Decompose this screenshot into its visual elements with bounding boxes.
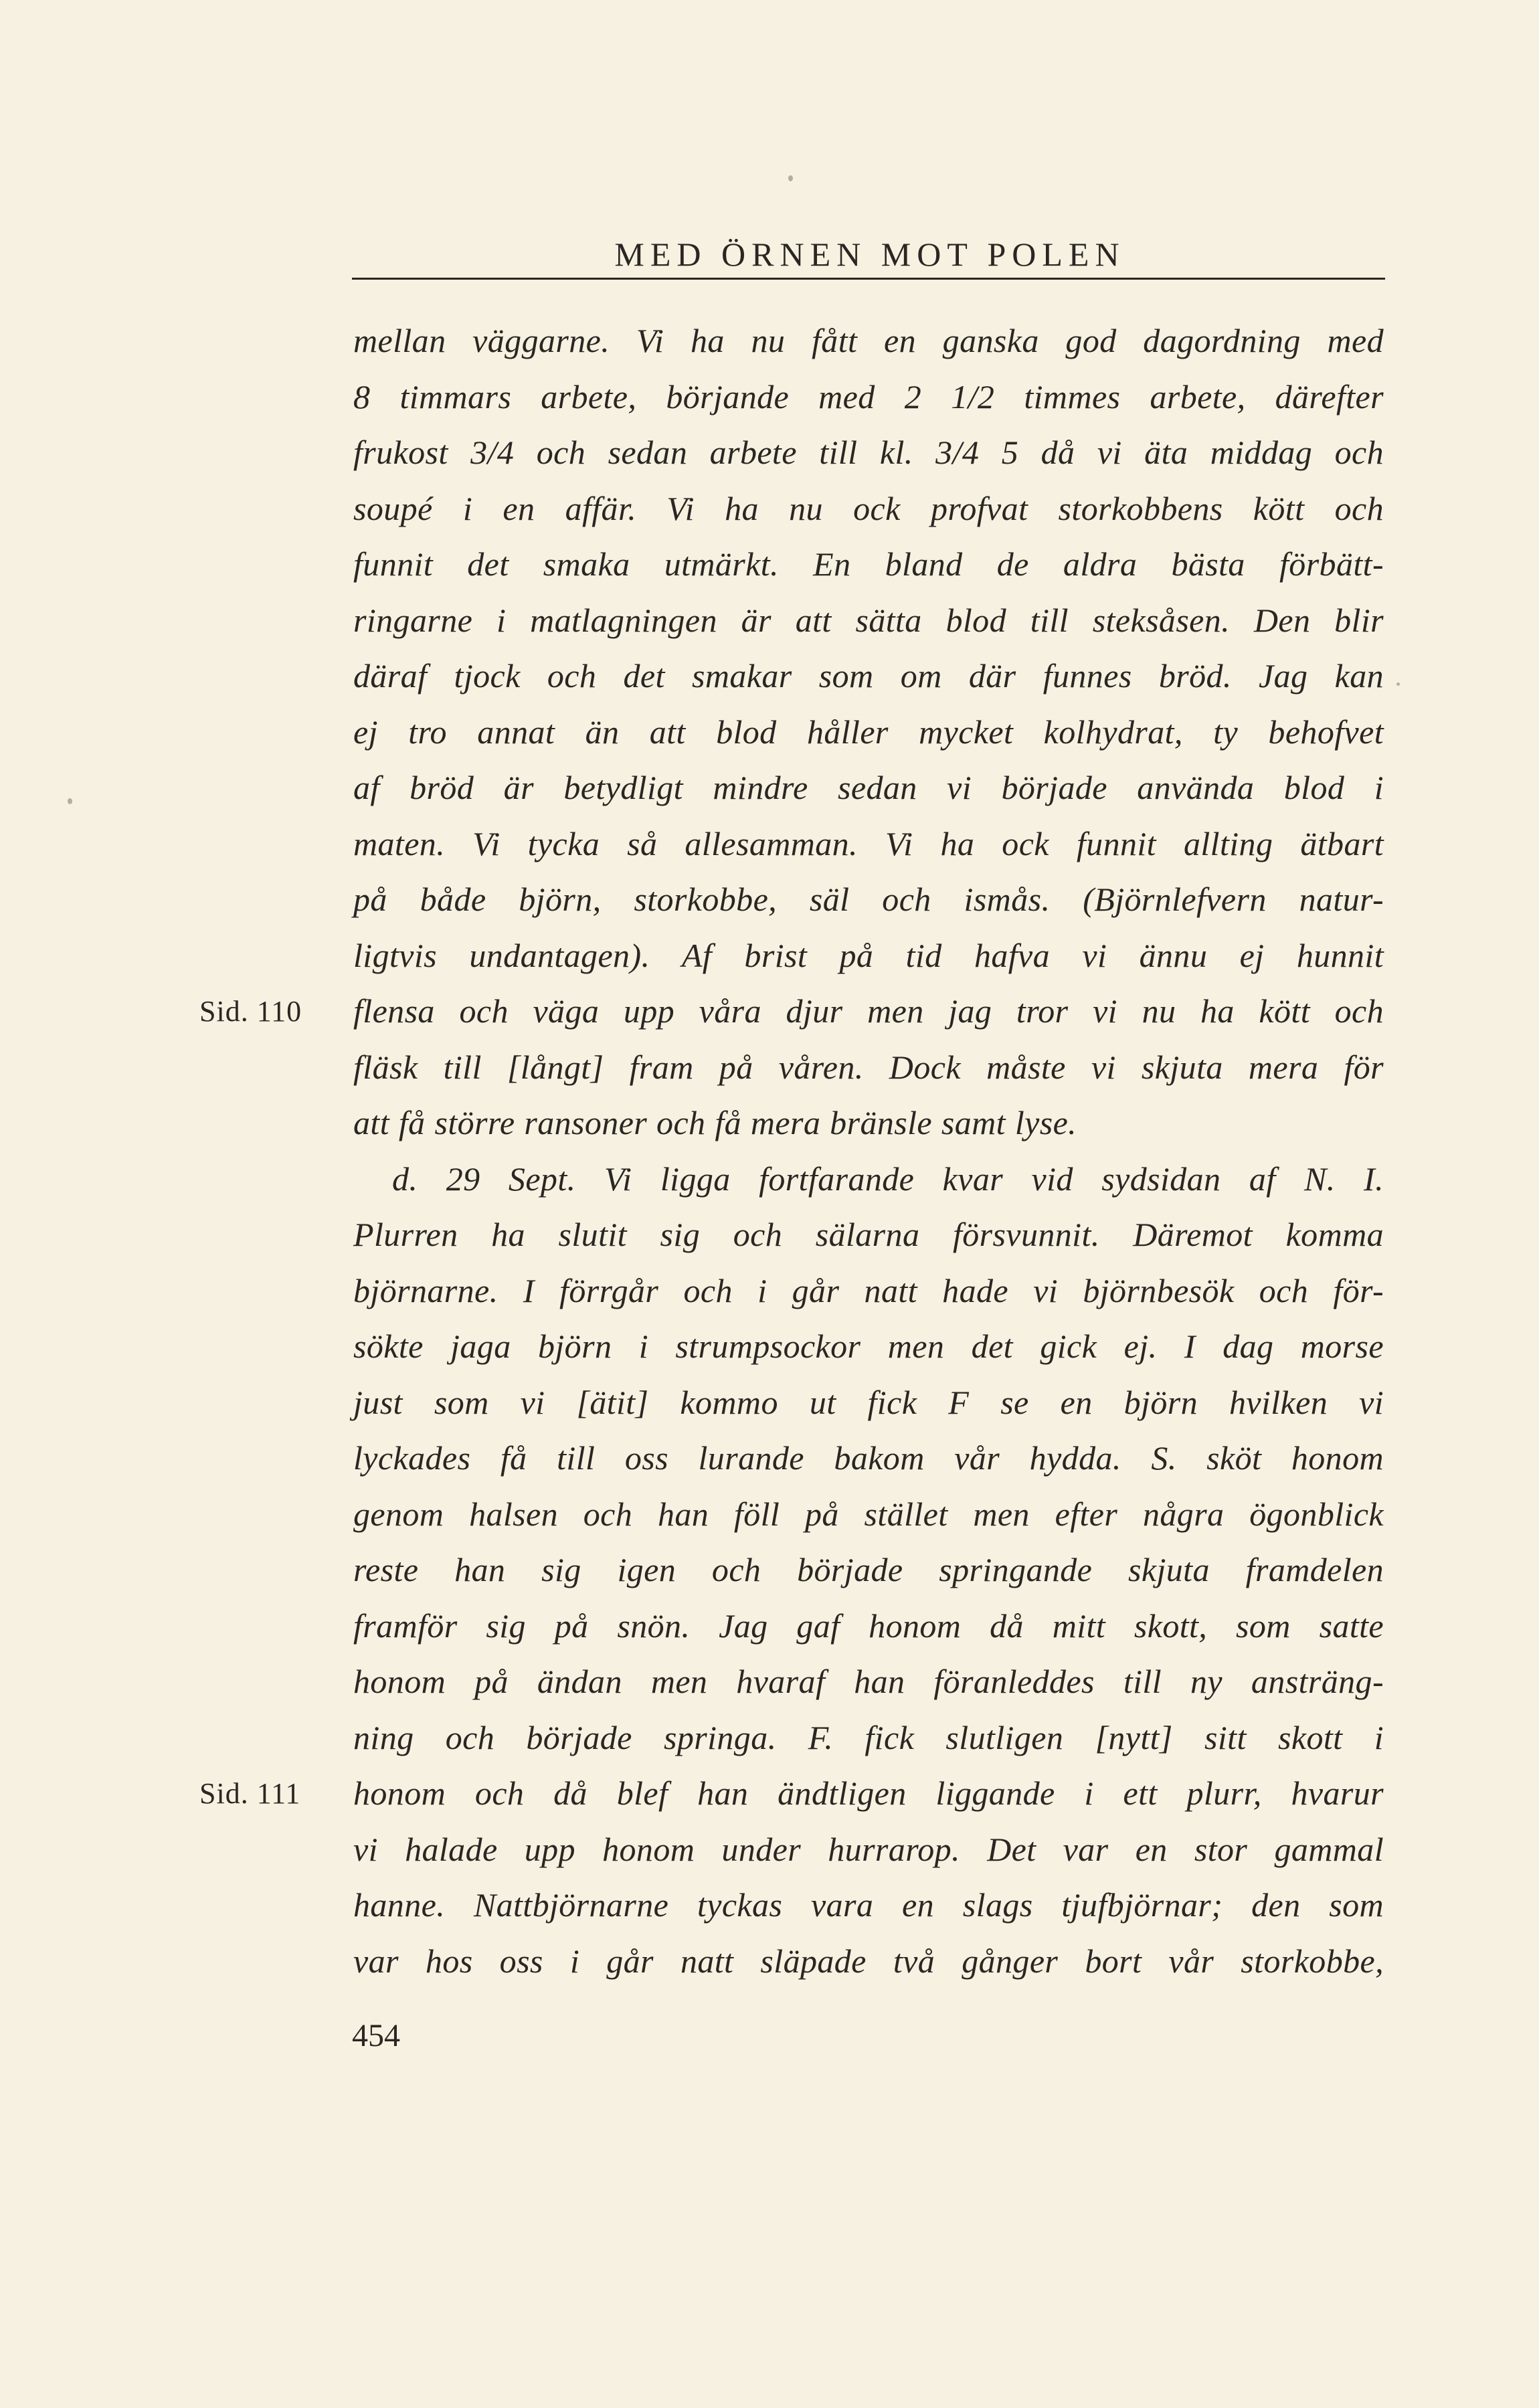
text-line: sökte jaga björn i strumpsockor men det gick ej. I dag morse bbox=[353, 1327, 1384, 1365]
text-line: ligtvis undantagen). Af brist på tid hafva vi ännu ej hunnit bbox=[353, 936, 1384, 974]
paper-speck bbox=[788, 175, 793, 181]
text-line: frukost 3/4 och sedan arbete till kl. 3/4 5 då vi äta middag och bbox=[353, 434, 1384, 471]
text-line: lyckades få till oss lurande bakom vår hydda. S. sköt honom bbox=[353, 1439, 1384, 1477]
text-line: att få större ransoner och få mera bränsle samt lyse. bbox=[353, 1104, 1077, 1141]
text-line: ringarne i matlagningen är att sätta blod till steksåsen. Den blir bbox=[353, 601, 1384, 639]
text-line: hanne. Nattbjörnarne tyckas vara en slags tjufbjörnar; den som bbox=[353, 1886, 1384, 1924]
text-line: på både björn, storkobbe, säl och ismås. (Björnlefvern natur- bbox=[353, 881, 1384, 918]
text-line: vi halade upp honom under hurrarop. Det var en stor gammal bbox=[353, 1830, 1384, 1868]
text-line: af bröd är betydligt mindre sedan vi började använda blod i bbox=[353, 769, 1384, 806]
text-line: björnarne. I förrgår och i går natt hade vi björnbesök och för- bbox=[353, 1271, 1384, 1309]
text-line: genom halsen och han föll på stället men efter några ögonblick bbox=[353, 1495, 1384, 1533]
text-line: reste han sig igen och började springande skjuta framdelen bbox=[353, 1551, 1384, 1588]
running-title: MED ÖRNEN MOT POLEN bbox=[614, 236, 1125, 273]
text-line: flensa och väga upp våra djur men jag tror vi nu ha kött och bbox=[353, 992, 1384, 1030]
text-line: däraf tjock och det smakar som om där funnes bröd. Jag kan bbox=[353, 657, 1384, 694]
text-line: soupé i en affär. Vi ha nu ock profvat storkobbens kött och bbox=[353, 489, 1384, 527]
text-line: var hos oss i går natt släpade två gånger bort vår storkobbe, bbox=[353, 1942, 1384, 1980]
text-line: framför sig på snön. Jag gaf honom då mitt skott, som satte bbox=[353, 1606, 1384, 1645]
paper-speck bbox=[68, 798, 72, 804]
text-line: just som vi [ätit] kommo ut fick F se en björn hvilken vi bbox=[353, 1383, 1384, 1421]
header-rule bbox=[352, 278, 1385, 280]
text-line: ej tro annat än att blod håller mycket kolhydrat, ty behofvet bbox=[353, 713, 1384, 751]
margin-note: Sid. 110 bbox=[199, 995, 302, 1028]
text-line: 8 timmars arbete, börjande med 2 1/2 timmes arbete, därefter bbox=[353, 377, 1384, 415]
text-line: maten. Vi tycka så allesamman. Vi ha ock funnit allting ätbart bbox=[353, 824, 1384, 862]
body-text bbox=[353, 313, 1384, 1989]
text-line: honom och då blef han ändtligen liggande i ett plurr, hvarur bbox=[353, 1774, 1384, 1812]
text-line: Plurren ha slutit sig och sälarna försvunnit. Däremot komma bbox=[353, 1216, 1384, 1253]
paper-speck bbox=[1396, 682, 1400, 686]
margin-note: Sid. 111 bbox=[199, 1777, 301, 1810]
text-line: mellan väggarne. Vi ha nu fått en ganska god dagordning med bbox=[353, 322, 1384, 359]
text-line: ning och började springa. F. fick slutligen [nytt] sitt skott i bbox=[353, 1718, 1384, 1756]
text-line: honom på ändan men hvaraf han föranleddes till ny ansträng- bbox=[353, 1663, 1384, 1700]
text-line: d. 29 Sept. Vi ligga fortfarande kvar vid sydsidan af N. I. bbox=[392, 1160, 1384, 1198]
text-line: fläsk till [långt] fram på våren. Dock måste vi skjuta mera för bbox=[353, 1048, 1384, 1086]
page-number: 454 bbox=[352, 2018, 400, 2053]
text-line: funnit det smaka utmärkt. En bland de aldra bästa förbätt- bbox=[353, 545, 1384, 583]
